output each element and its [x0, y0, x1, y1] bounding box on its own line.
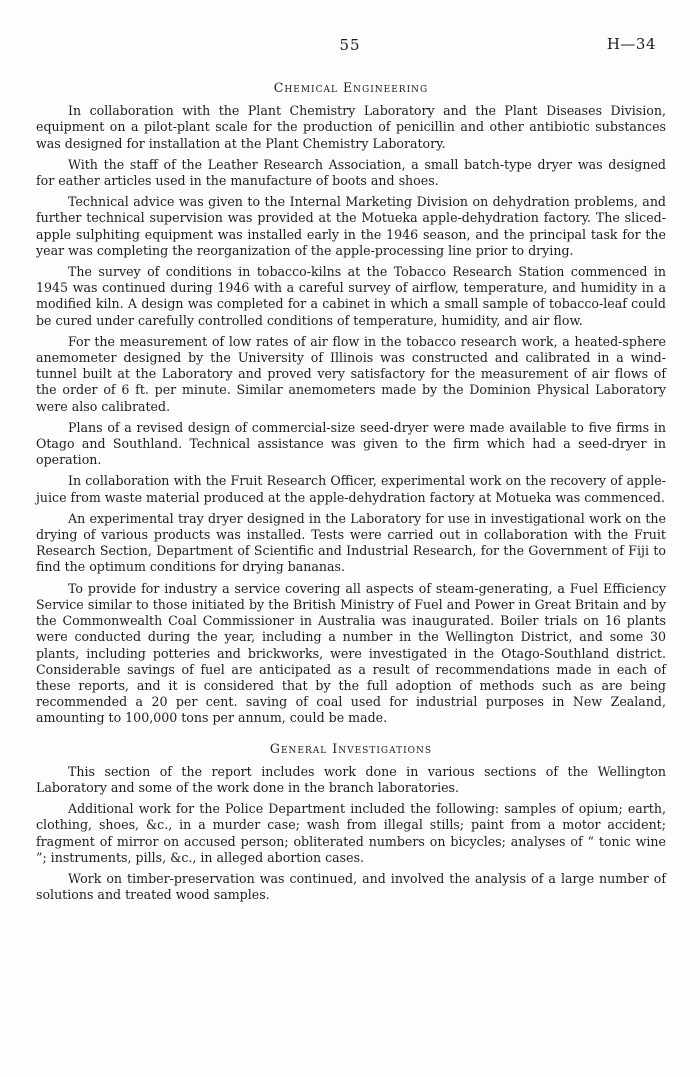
paragraph-police-work: Additional work for the Police Department included the following: samples of opium; earth, clothing, shoes, &c., in a murder case; wash from illegal stills; paint from a motor accident; fragment of mirror on accused person; obliterated numbers on bicycles; analyses of “ tonic wine ”; instruments, pills, &c., in alleged abortion cases.: [36, 801, 666, 865]
document-reference: H—34: [606, 35, 656, 53]
paragraph-seed-dryer: Plans of a revised design of commercial-size seed-dryer were made available to five firms in Otago and Southland. Technical assistance was given to the firm which had a seed-dryer in operation.: [36, 419, 666, 468]
paragraph-leather-dryer: With the staff of the Leather Research Association, a small batch-type dryer was designed for eather articles used in the manufacture of boots and shoes.: [36, 156, 666, 189]
paragraph-tray-dryer: An experimental tray dryer designed in the Laboratory for use in investigational work on the drying of various products was installed. Tests were carried out in collaboration with the Fruit Research Section, Department of Scientific and Industrial Research, for the Government of Fiji to find the optimum conditions for drying bananas.: [36, 510, 666, 575]
section-heading-chemical-engineering: Chemical Engineering: [273, 80, 429, 95]
paragraph-dehydration-advice: Technical advice was given to the Internal Marketing Division on dehydration problems, and further technical supervision was provided at the Motueka apple-dehydration factory. The sliced-apple sulphiting equipment was installed early in the 1946 season, and the principal task for the year was completing the reorganization of the apple-processing line prior to drying.: [36, 194, 666, 258]
paragraph-timber-preservation: Work on timber-preservation was continued, and involved the analysis of a large number of solutions and treated wood samples.: [36, 870, 666, 903]
paragraph-fuel-efficiency: To provide for industry a service covering all aspects of steam-generating, a Fuel Efficiency Service similar to those initiated by the British Ministry of Fuel and Power in Great Britain and by the Commonwealth Coal Commissioner in Australia was inaugurated. Boiler trials on 16 plants were conducted during the year, including a number in the Wellington District, and some 30 plants, including potteries and brickworks, were investigated in the Otago-Southland district. Considerable savings of fuel are anticipated as a result of recommendations made in each of these reports, and it is considered that by the full adoption of methods such as are being recommended a 20 per cent. saving of coal used for industrial purposes in New Zealand, amounting to 100,000 tons per annum, could be made.: [36, 580, 666, 726]
paragraph-anemometer: For the measurement of low rates of air flow in the tobacco research work, a heated-sphere anemometer designed by the University of Illinois was constructed and calibrated in a wind-tunnel built at the Laboratory and proved very satisfactory for the measurement of air flows of the order of 6 ft. per minute. Similar anemometers made by the Dominion Physical Laboratory were also calibrated.: [36, 333, 666, 414]
paragraph-apple-juice: In collaboration with the Fruit Research Officer, experimental work on the recovery of apple-juice from waste material produced at the apple-dehydration factory at Motueka was commenced.: [36, 473, 666, 505]
paragraph-penicillin-equipment: In collaboration with the Plant Chemistry Laboratory and the Plant Diseases Division, equipment on a pilot-plant scale for the production of penicillin and other antibiotic substances was designed for installation at the Plant Chemistry Laboratory.: [36, 103, 666, 151]
paragraph-tobacco-kilns: The survey of conditions in tobacco-kilns at the Tobacco Research Station commenced in 1945 was continued during 1946 with a careful survey of airflow, temperature, and humidity in a modified kiln. A design was completed for a cabinet in which a small sample of tobacco-leaf could be cured under carefully controlled conditions of temperature, humidity, and air flow.: [36, 264, 666, 328]
body-text: [36, 80, 666, 908]
page-number: 55: [339, 36, 361, 54]
section-heading-general-investigations: General Investigations: [269, 740, 433, 756]
paragraph-section-scope: This section of the report includes work done in various sections of the Wellington Laboratory and some of the work done in the branch laboratories.: [36, 763, 666, 795]
